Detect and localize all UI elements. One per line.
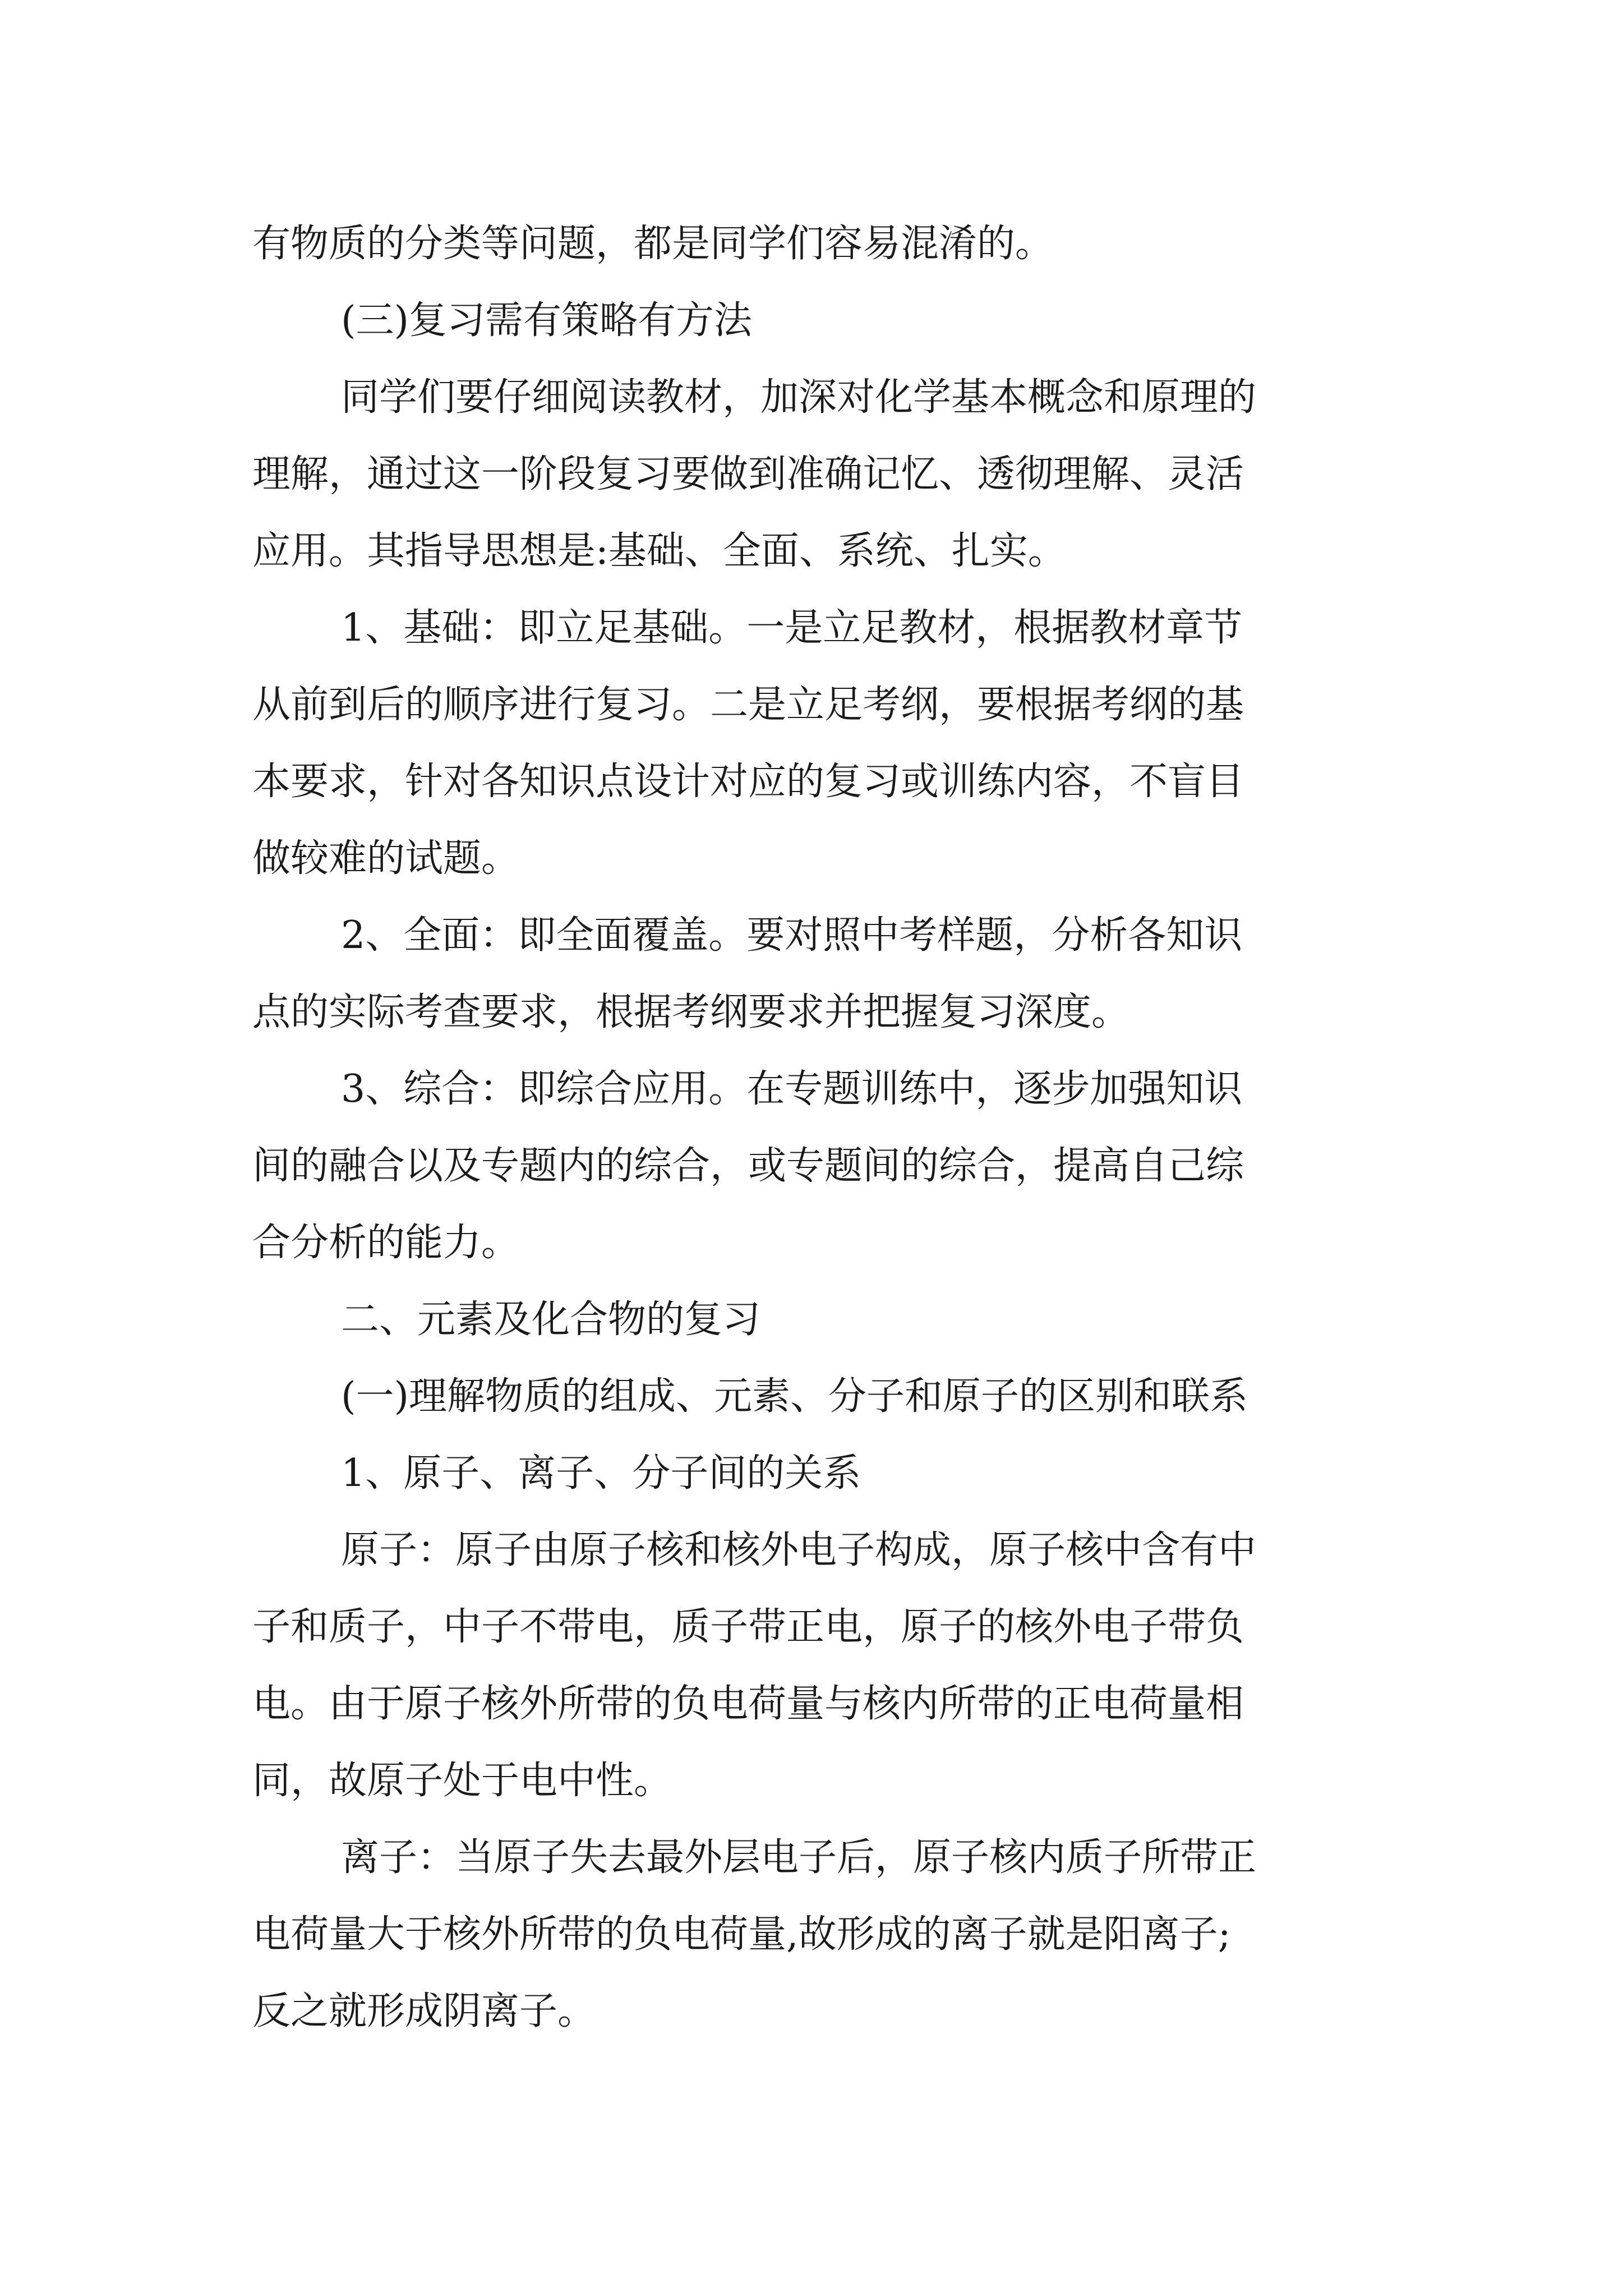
text-line: 合分析的能力。 [252,1221,520,1265]
text-line: 做较难的试题。 [252,836,520,881]
text-line: 有物质的分类等问题，都是同学们容易混淆的。 [252,222,1054,266]
section-heading: 1、原子、离子、分子间的关系 [341,1451,861,1496]
section-heading: (三)复习需有策略有方法 [341,298,753,343]
text-line: 同学们要仔细阅读教材，加深对化学基本概念和原理的 [341,375,1257,420]
text-line: 点的实际考查要求，根据考纲要求并把握复习深度。 [252,990,1130,1034]
text-line: 应用。其指导思想是:基础、全面、系统、扎实。 [252,529,1066,573]
text-line: 原子：原子由原子核和核外电子构成，原子核中含有中 [341,1528,1257,1572]
text-line: 理解，通过这一阶段复习要做到准确记忆、透彻理解、灵活 [252,452,1244,496]
text-line: 3、综合：即综合应用。在专题训练中，逐步加强知识 [341,1067,1243,1111]
text-line: 反之就形成阴离子。 [252,1989,596,2033]
text-line: 离子：当原子失去最外层电子后，原子核内质子所带正 [341,1835,1257,1880]
text-line: 电荷量大于核外所带的负电荷量,故形成的离子就是阳离子; [252,1912,1231,1957]
text-line: 子和质子，中子不带电，质子带正电，原子的核外电子带负 [252,1605,1244,1649]
text-line: 间的融合以及专题内的综合，或专题间的综合，提高自己综 [252,1144,1244,1188]
text-line: 本要求，针对各知识点设计对应的复习或训练内容，不盲目 [252,760,1244,804]
text-line: 电。由于原子核外所带的负电荷量与核内所带的正电荷量相 [252,1682,1244,1726]
section-heading: (一)理解物质的组成、元素、分子和原子的区别和联系 [341,1374,1248,1419]
text-line: 1、基础：即立足基础。一是立足教材，根据教材章节 [341,606,1243,650]
text-line: 从前到后的顺序进行复习。二是立足考纲，要根据考纲的基 [252,683,1244,727]
text-line: 同，故原子处于电中性。 [252,1759,672,1803]
text-line: 2、全面：即全面覆盖。要对照中考样题，分析各知识 [341,913,1243,958]
section-heading: 二、元素及化合物的复习 [341,1297,761,1342]
